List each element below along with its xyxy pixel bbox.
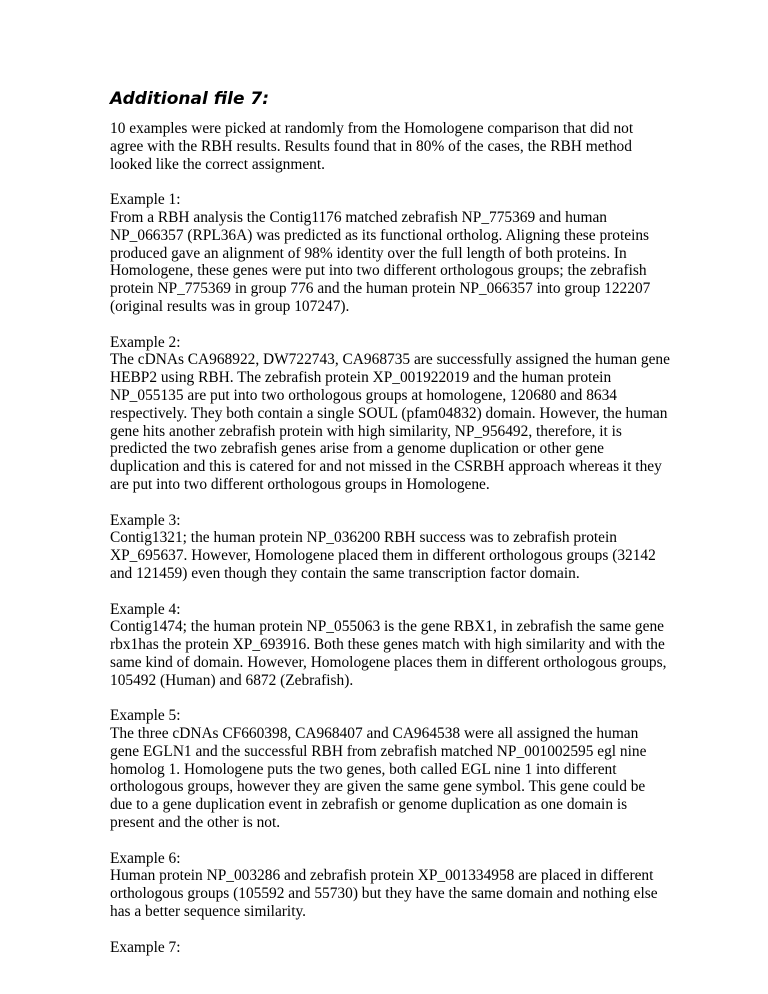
document-title: Additional file 7: xyxy=(110,89,270,109)
example-text: Contig1321; the human protein NP_036200 RBH success was to zebrafish protein XP_695637. However, Homologene placed them in different orthologous groups (32142 and 121459) even though they contain the same transcription factor domain. xyxy=(110,529,656,582)
example-3 xyxy=(110,512,670,583)
example-text: The three cDNAs CF660398, CA968407 and CA964538 were all assigned the human gene EGLN1 and the successful RBH from zebrafish matched NP_001002595 egl nine homolog 1. Homologene puts the two genes, both called EGL nine 1 into different orthologous groups, however they are given the same gene symbol. This gene could be due to a gene duplication event in zebrafish or genome duplication as one domain is present and the other is not. xyxy=(110,725,647,832)
document-page xyxy=(110,88,670,974)
example-heading: Example 5: xyxy=(110,707,181,725)
intro-paragraph: 10 examples were picked at randomly from the Homologene comparison that did not agree with the RBH results. Results found that in 80% of the cases, the RBH method looked like the correct assignment. xyxy=(110,120,634,173)
example-text: The cDNAs CA968922, DW722743, CA968735 are successfully assigned the human gene HEBP2 using RBH. The zebrafish protein XP_001922019 and the human protein NP_055135 are put into two orthologous groups at homologene, 120680 and 8634 respectively. They both contain a single SOUL (pfam04832) domain. However, the human gene hits another zebrafish protein with high similarity, NP_956492, therefore, it is predicted the two zebrafish genes arise from a genome duplication or other gene duplication and this is catered for and not missed in the CSRBH approach whereas it they are put into two different orthologous groups in Homologene. xyxy=(110,351,670,493)
example-heading: Example 2: xyxy=(110,333,181,351)
example-text: Contig1474; the human protein NP_055063 is the gene RBX1, in zebrafish the same gene rbx1has the protein XP_693916. Both these genes match with high similarity and with the same kind of domain. However, Homologene places them in different orthologous groups, 105492 (Human) and 6872 (Zebrafish). xyxy=(110,618,667,689)
example-heading: Example 1: xyxy=(110,191,181,209)
example-heading: Example 3: xyxy=(110,511,181,529)
example-1 xyxy=(110,191,670,316)
example-2 xyxy=(110,334,670,494)
example-text: From a RBH analysis the Contig1176 matched zebrafish NP_775369 and human NP_066357 (RPL36A) was predicted as its functional ortholog. Aligning these proteins produced gave an alignment of 98% identity over the full length of both proteins. In Homologene, these genes were put into two different orthologous groups; the zebrafish protein NP_775369 in group 776 and the human protein NP_066357 into group 122207 (original results was in group 107247). xyxy=(110,208,651,315)
example-heading: Example 6: xyxy=(110,849,181,867)
example-4 xyxy=(110,601,670,690)
example-text: Human protein NP_003286 and zebrafish protein XP_001334958 are placed in different orthologous groups (105592 and 55730) but they have the same domain and nothing else has a better sequence similarity. xyxy=(110,867,658,921)
example-7 xyxy=(110,939,670,957)
example-5 xyxy=(110,707,670,832)
example-6 xyxy=(110,850,670,921)
example-heading: Example 7: xyxy=(110,938,181,956)
example-heading: Example 4: xyxy=(110,600,181,618)
